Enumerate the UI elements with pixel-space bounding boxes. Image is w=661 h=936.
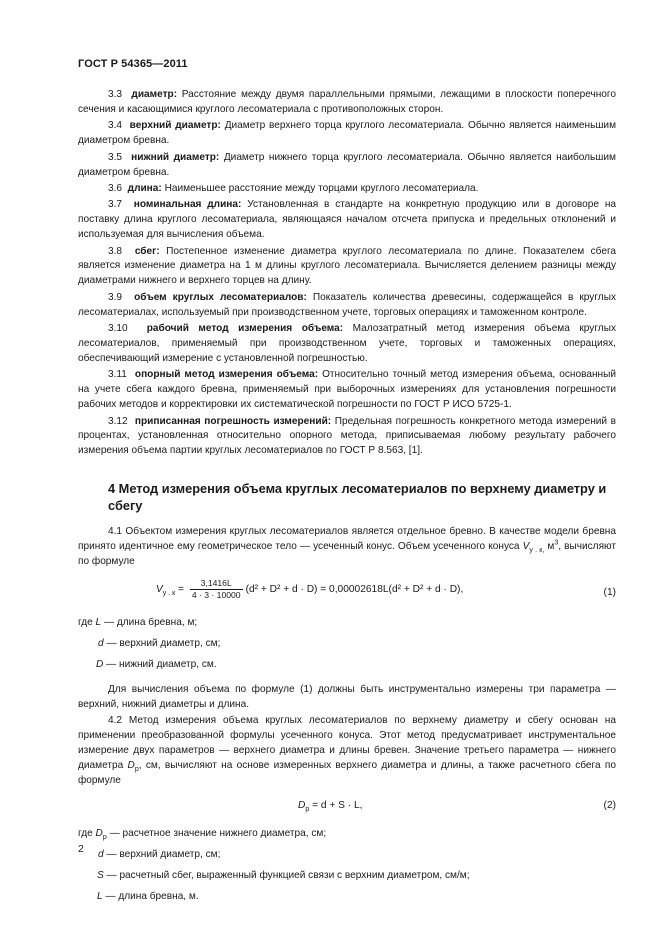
definition-3-6: 3.6 длина: Наименьшее расстояние между торцами круглого лесоматериала. xyxy=(108,182,479,194)
term: объем круглых лесоматериалов: xyxy=(134,291,307,303)
legend-row: d — верхний диаметр, см; xyxy=(98,637,221,649)
definition-3-4: 3.4 верхний диаметр: Диаметр верхнего торца круглого лесоматериала. Обычно является наименьшим диаметром бревна. xyxy=(78,120,617,147)
equation-number: (1) xyxy=(603,586,616,598)
term: верхний диаметр: xyxy=(129,120,221,132)
definition-3-3: 3.3 диаметр: Расстояние между двумя параллельными прямыми, лежащими в плоскости поперечного сечения и касающимися круглого лесоматериала с противоположных сторон. xyxy=(78,89,616,115)
paragraph-4-2: 4.2 Метод измерения объема круглых лесоматериалов по верхнему диаметру и сбегу основан на применении преобразованной формулы усеченного конуса. Этот метод предусматривает инструментальное измерение двух параметров — верхнего диаметра и длины бревен. Значение третьего параметра — нижнего диаметра $D_p$, см, вычисляют на основе измеренных верхнего диаметра и длины, а также расчетного сбега по формуле xyxy=(78,715,616,786)
legend-row: d — верхний диаметр, см; xyxy=(98,848,221,860)
formula-1 xyxy=(78,574,616,606)
term: опорный метод измерения объема: xyxy=(134,369,319,381)
definition-3-10: 3.10 рабочий метод измерения объема: Малозатратный метод измерения объема круглых лесоматериалов, применяемый при производственном учете, торговых и таможенных операциях, обеспечивающий измерение с установленной погрешностью. xyxy=(78,323,616,364)
legend-row: S — расчетный сбег, выраженный функцией связи с верхним диаметром, см/м; xyxy=(97,869,470,881)
definitions-list xyxy=(78,88,616,459)
definition-3-9: 3.9 объем круглых лесоматериалов: Показатель количества древесины, содержащейся в круглых лесоматериалах, используемый при производственном учете, торговых операциях и таможенном контроле. xyxy=(78,291,616,318)
section-title: 4 Метод измерения объема круглых лесоматериалов по верхнему диаметру и сбегу xyxy=(108,481,607,513)
legend-row: где $D_p$ — расчетное значение нижнего диаметра, см; xyxy=(78,827,327,841)
term: диаметр: xyxy=(131,89,178,100)
term: рабочий метод измерения объема: xyxy=(146,323,344,335)
paragraph-4-1-b: Для вычисления объема по формуле (1) должны быть инструментально измерены три параметра — верхний, нижний диаметры и длина. xyxy=(78,683,616,710)
variable-legend-2 xyxy=(78,823,616,907)
formula-1-expression: $V_{у . к}$ = $\frac{3,1416L}{4 \cdot 3 \cdot 10000}$ (d² + D² + d · D) = 0,00002618L(d² + D² + d · D), xyxy=(156,577,464,600)
term: нижний диаметр: xyxy=(131,151,220,163)
equation-number: (2) xyxy=(603,799,616,811)
page-number: 2 xyxy=(78,843,84,855)
document-body xyxy=(78,88,616,907)
legend-row: L — длина бревна, м. xyxy=(97,890,199,902)
paragraph-4-1: 4.1 Объектом измерения круглых лесоматериалов является отдельное бревно. В качестве модели бревна принято идентичное ему геометрическое тело — усеченный конус. Объем усеченного конуса $V_{у . к,}$ $м^3$, вычисляют по формуле xyxy=(78,526,617,568)
term: номинальная длина: xyxy=(133,199,242,211)
term: длина: xyxy=(127,182,162,194)
formula-2 xyxy=(78,795,616,821)
legend-row: D — нижний диаметр, см. xyxy=(96,658,217,670)
legend-row: где L — длина бревна, м; xyxy=(78,616,198,628)
variable-legend-1 xyxy=(78,612,616,675)
term: приписанная погрешность измерений: xyxy=(134,415,332,427)
definition-3-7: 3.7 номинальная длина: Установленная в стандарте на конкретную продукцию или в договоре на поставку длина круглого лесоматериала, являющаяся началом отсчета припуска и предельных отклонений и используемая для вычисления объема. xyxy=(78,199,617,241)
term: сбег: xyxy=(134,245,160,257)
definition-3-5: 3.5 нижний диаметр: Диаметр нижнего торца круглого лесоматериала. Обычно является наибольшим диаметром бревна. xyxy=(78,151,616,178)
definition-3-8: 3.8 сбег: Постепенное изменение диаметра круглого лесоматериала по длине. Показателем сбега является изменение диаметра на 1 м длины круглого лесоматериала. Вычисляется делением разницы между диаметрами нижнего и верхнего торцев на длину. xyxy=(78,245,617,287)
formula-2-expression: $D_p = d + S \cdot L$, xyxy=(298,799,363,813)
definition-3-11: 3.11 опорный метод измерения объема: Относительно точный метод измерения объема, основанный на учете сбега каждого бревна, применяемый при выборочных измерениях для установления погрешности рабочих методов и корректировки их систематической погрешности по ГОСТ Р ИСО 5725-1. xyxy=(78,369,616,411)
definition-3-12: 3.12 приписанная погрешность измерений: Предельная погрешность конкретного метода измерений в процентах, установленная относительно опорного метода, приписываемая любому результату рабочего измерения объема партии круглых лесоматериалов по ГОСТ Р 8.563, [1]. xyxy=(78,415,617,457)
fraction: $\frac{3,1416L}{4 \cdot 3 \cdot 10000}$ xyxy=(191,577,241,600)
document-header: ГОСТ Р 54365—2011 xyxy=(78,58,188,70)
